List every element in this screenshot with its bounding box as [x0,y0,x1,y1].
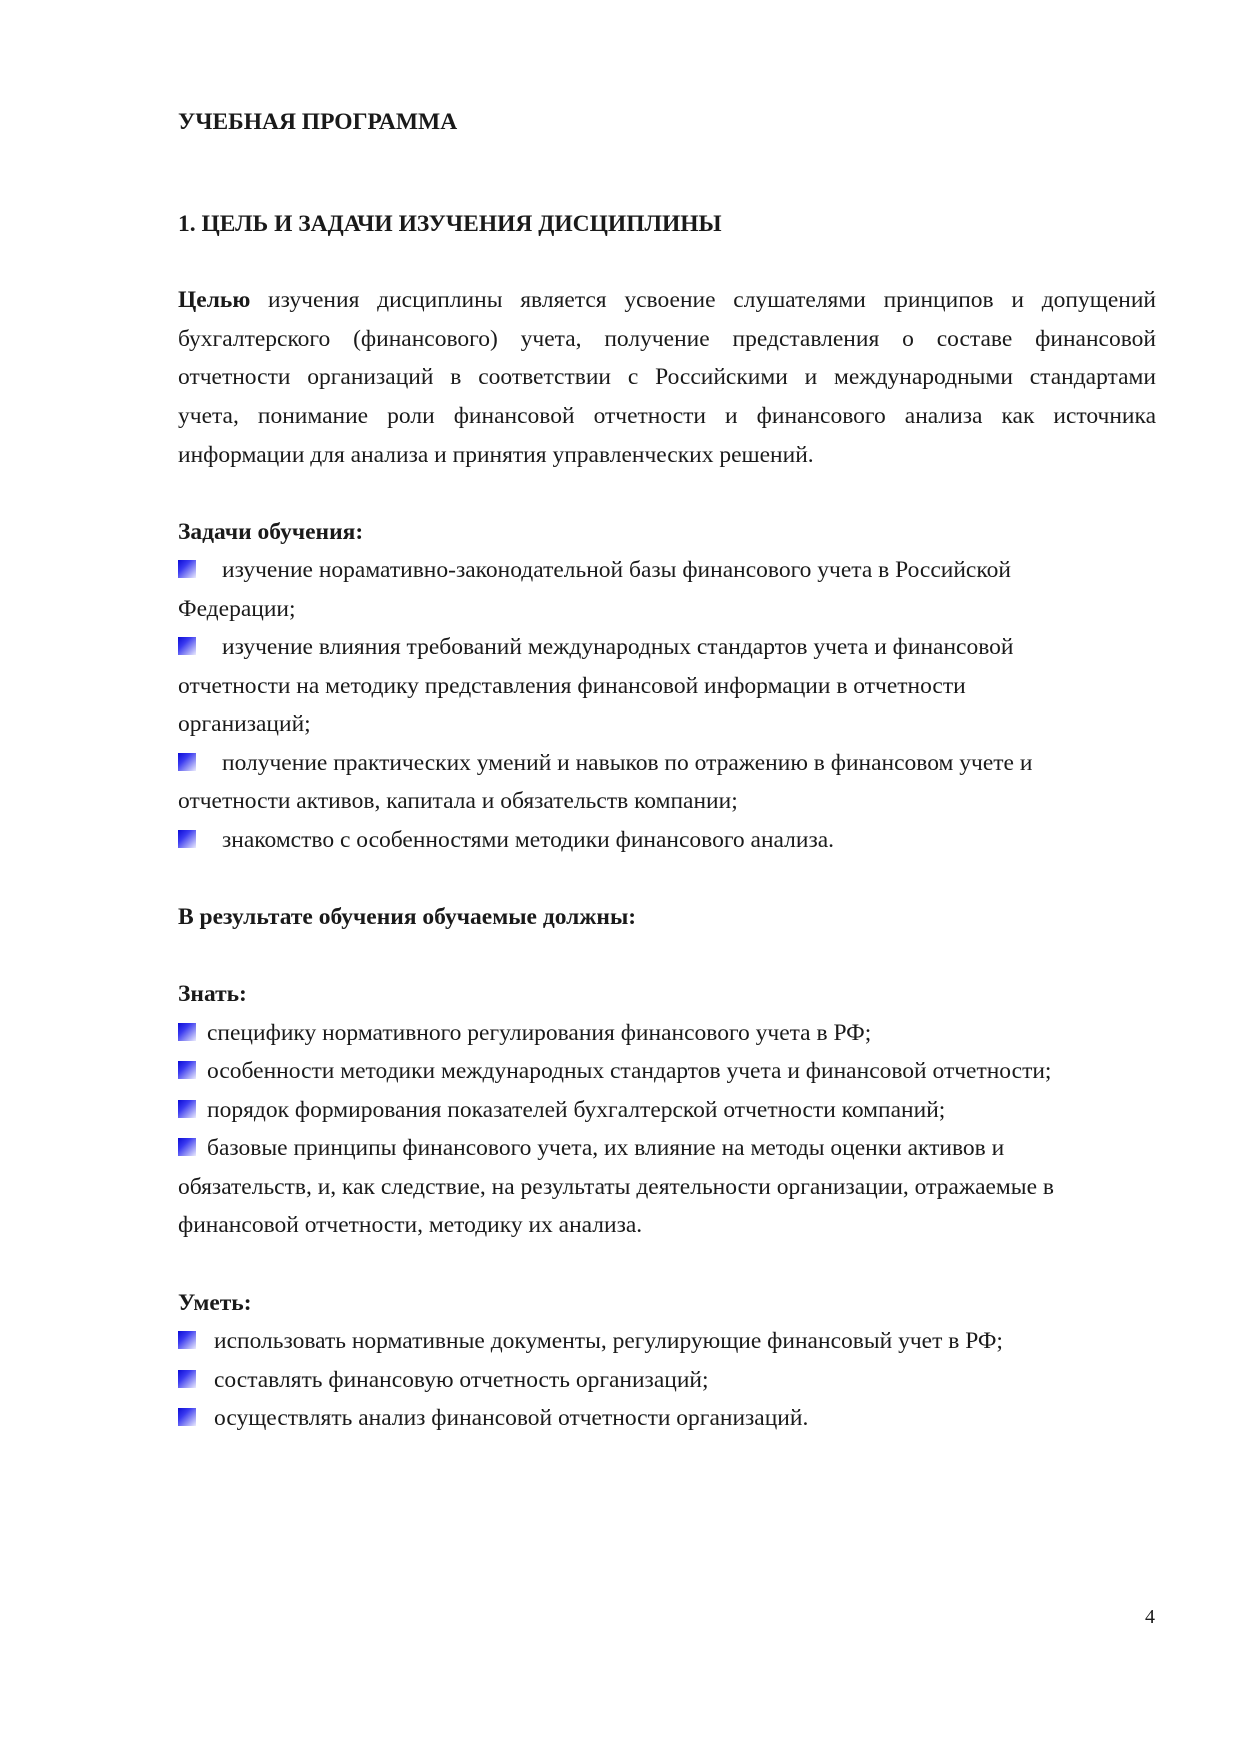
section-heading: 1. ЦЕЛЬ И ЗАДАЧИ ИЗУЧЕНИЯ ДИСЦИПЛИНЫ [178,211,722,237]
list-item: изучение влияния требований международных стандартов учета и финансовой [178,633,1013,661]
square-bullet-icon [178,560,196,578]
list-item-continuation: обязательств, и, как следствие, на результаты деятельности организации, отражаемые в [178,1174,1054,1200]
list-item: специфику нормативного регулирования финансового учета в РФ; [178,1019,871,1047]
list-item-continuation: финансовой отчетности, методику их анализа. [178,1212,643,1238]
square-bullet-icon [178,830,196,848]
goal-line [178,286,1156,314]
goal-line: бухгалтерского (финансового) учета, получение представления о составе финансовой [178,326,1156,352]
document-title: УЧЕБНАЯ ПРОГРАММА [178,109,458,135]
square-bullet-icon [178,1370,196,1388]
goal-lead: Целью [178,287,251,313]
list-item: использовать нормативные документы, регулирующие финансовый учет в РФ; [178,1327,1003,1355]
square-bullet-icon [178,1138,196,1156]
document-page [178,0,1156,1754]
list-item: получение практических умений и навыков по отражению в финансовом учете и [178,749,1032,777]
list-item: знакомство с особенностями методики финансового анализа. [178,826,834,854]
square-bullet-icon [178,753,196,771]
list-item-continuation: отчетности активов, капитала и обязательств компании; [178,788,738,814]
list-item: осуществлять анализ финансовой отчетности организаций. [178,1404,808,1432]
can-heading: Уметь: [178,1290,252,1316]
page-number: 4 [1145,1606,1155,1628]
goal-line: отчетности организаций в соответствии с Российскими и международными стандартами [178,364,1156,390]
tasks-heading: Задачи обучения: [178,519,364,545]
list-item: базовые принципы финансового учета, их влияние на методы оценки активов и [178,1134,1004,1162]
goal-line: учета, понимание роли финансовой отчетности и финансового анализа как источника [178,403,1156,429]
list-item: особенности методики международных стандартов учета и финансовой отчетности; [178,1057,1051,1085]
list-item: порядок формирования показателей бухгалтерской отчетности компаний; [178,1096,945,1124]
goal-text: изучения дисциплины является усвоение слушателями принципов и допущений [268,287,1157,313]
list-item: составлять финансовую отчетность организаций; [178,1366,709,1394]
goal-line: информации для анализа и принятия управленческих решений. [178,442,814,468]
results-heading: В результате обучения обучаемые должны: [178,904,637,930]
square-bullet-icon [178,1331,196,1349]
square-bullet-icon [178,637,196,655]
list-item: изучение норамативно-законодательной базы финансового учета в Российской [178,556,1011,584]
know-heading: Знать: [178,981,247,1007]
square-bullet-icon [178,1023,196,1041]
list-item-continuation: Федерации; [178,596,296,622]
square-bullet-icon [178,1408,196,1426]
list-item-continuation: организаций; [178,711,311,737]
square-bullet-icon [178,1061,196,1079]
list-item-continuation: отчетности на методику представления финансовой информации в отчетности [178,673,966,699]
square-bullet-icon [178,1100,196,1118]
